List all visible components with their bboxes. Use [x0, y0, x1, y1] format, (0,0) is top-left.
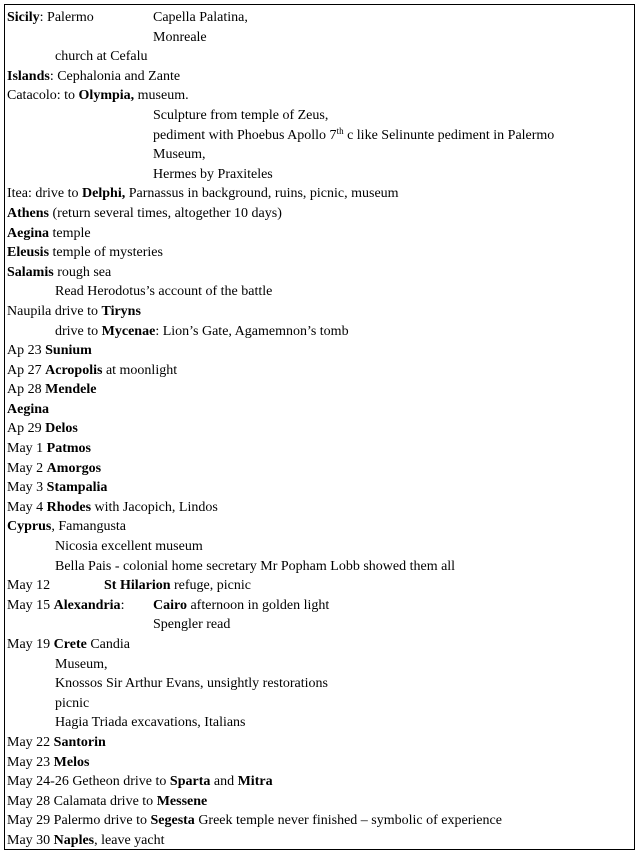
itinerary-line [7, 47, 631, 67]
line-text: Nicosia excellent museum [55, 539, 203, 555]
line-text: church at Cefalu [55, 49, 148, 65]
line-text: Read Herodotus’s account of the battle [55, 284, 273, 300]
line-segment [153, 28, 207, 48]
line-segment [7, 792, 207, 812]
itinerary-line [7, 419, 631, 439]
line-text: picnic [55, 695, 90, 711]
itinerary-text [7, 8, 631, 851]
place-name: Tiryns [101, 303, 141, 319]
line-text: May 29 Palermo drive to [7, 813, 151, 829]
itinerary-line [7, 498, 631, 518]
line-segment [153, 145, 206, 165]
line-segment [55, 322, 349, 342]
line-segment [7, 498, 218, 518]
itinerary-line [7, 772, 631, 792]
itinerary-line [7, 243, 631, 263]
line-text: Monreale [153, 29, 207, 45]
line-text: Sculpture from temple of Zeus, [153, 107, 329, 123]
line-segment [7, 184, 399, 204]
line-text: Bella Pais - colonial home secretary Mr Popham Lobb showed them all [55, 558, 456, 574]
place-name: Naples [53, 832, 95, 848]
line-text: Parnassus in background, ruins, picnic, museum [125, 186, 399, 202]
line-text: Museum, [153, 147, 206, 163]
line-segment [55, 694, 89, 714]
itinerary-line [7, 184, 631, 204]
place-name: Sparta [169, 774, 211, 790]
line-text: May 4 [7, 499, 47, 515]
line-segment [153, 615, 230, 635]
itinerary-line [7, 831, 631, 851]
line-segment [7, 596, 124, 616]
itinerary-line [7, 557, 631, 577]
line-text: with Jacopich, Lindos [91, 499, 218, 515]
line-text: May 24-26 Getheon drive to [7, 774, 170, 790]
line-text: (return several times, altogether 10 days) [49, 205, 282, 221]
itinerary-line [7, 86, 631, 106]
place-name: Athens [7, 205, 50, 221]
itinerary-line [7, 106, 631, 126]
place-name: St Hilarion [104, 578, 171, 594]
line-text: afternoon in golden light [186, 597, 330, 613]
itinerary-line [7, 792, 631, 812]
line-text: May 30 [7, 832, 54, 848]
line-segment [153, 8, 248, 28]
place-name: Aegina [7, 225, 49, 241]
line-segment [55, 655, 108, 675]
itinerary-line [7, 361, 631, 381]
line-segment [7, 302, 141, 322]
line-text: : Palermo [39, 10, 94, 25]
itinerary-line [7, 263, 631, 283]
line-text: Naupila drive to [7, 303, 102, 319]
place-name: Mendele [45, 382, 97, 398]
itinerary-line [7, 322, 631, 342]
place-name: Mycenae [101, 323, 156, 339]
place-name: Olympia, [78, 88, 135, 104]
place-name: Messene [156, 793, 208, 809]
itinerary-line [7, 67, 631, 87]
itinerary-line [7, 400, 631, 420]
line-segment [104, 576, 251, 596]
line-text: Hermes by Praxiteles [153, 166, 273, 182]
line-text: Greek temple never finished – symbolic of experience [194, 813, 502, 829]
itinerary-line [7, 28, 631, 48]
line-text: May 28 Calamata drive to [7, 793, 157, 809]
line-text: May 2 [7, 460, 47, 476]
itinerary-line [7, 478, 631, 498]
line-text: May 3 [7, 480, 47, 496]
place-name: Cyprus [7, 519, 52, 535]
line-text: May 12 [7, 578, 51, 594]
place-name: Delos [45, 421, 78, 437]
line-segment [55, 674, 328, 694]
place-name: Eleusis [7, 245, 50, 261]
line-segment [7, 67, 180, 87]
itinerary-line [7, 694, 631, 714]
line-segment [7, 459, 101, 479]
itinerary-line [7, 576, 631, 596]
line-text: : Lion’s Gate, Agamemnon’s tomb [155, 323, 349, 339]
line-segment [55, 557, 455, 577]
place-name: Rhodes [46, 499, 92, 515]
line-text: : Cephalonia and Zante [49, 68, 181, 84]
place-name: Salamis [7, 264, 54, 280]
itinerary-line [7, 811, 631, 831]
line-text: c like Selinunte pediment in Palermo [343, 127, 555, 143]
line-segment [7, 811, 502, 831]
line-segment [55, 537, 203, 557]
line-text: refuge, picnic [170, 578, 251, 594]
line-text: drive to [55, 323, 102, 339]
line-segment [7, 576, 50, 596]
line-text: May 15 [7, 597, 54, 613]
itinerary-line [7, 204, 631, 224]
itinerary-line [7, 517, 631, 537]
line-segment [7, 517, 126, 537]
place-name: Mitra [237, 774, 273, 790]
itinerary-line [7, 126, 631, 146]
line-segment [7, 204, 282, 224]
itinerary-line [7, 8, 631, 28]
line-text: May 1 [7, 441, 47, 457]
line-segment [7, 361, 177, 381]
itinerary-line [7, 674, 631, 694]
line-segment [7, 733, 106, 753]
line-segment [7, 380, 96, 400]
place-name: Delphi, [82, 186, 126, 202]
line-text: Catacolo: to [7, 88, 79, 104]
place-name: Melos [53, 754, 90, 770]
line-text: May 23 [7, 754, 54, 770]
itinerary-line [7, 713, 631, 733]
line-segment [55, 713, 246, 733]
itinerary-line [7, 596, 631, 616]
place-name: Patmos [46, 441, 91, 457]
place-name: Cairo [153, 597, 187, 613]
place-name: Crete [53, 637, 87, 652]
place-name: Sicily [7, 10, 40, 25]
line-segment [153, 596, 329, 616]
line-text: Candia [86, 637, 130, 652]
line-segment [7, 439, 91, 459]
line-segment [7, 831, 164, 851]
itinerary-line [7, 439, 631, 459]
place-name: Aegina [7, 401, 49, 417]
line-text: May 19 [7, 637, 54, 652]
line-segment [7, 419, 78, 439]
place-name: Segesta [150, 813, 195, 829]
itinerary-line [7, 302, 631, 322]
place-name: Amorgos [46, 460, 102, 476]
itinerary-line [7, 635, 631, 655]
itinerary-line [7, 459, 631, 479]
line-text: Itea: drive to [7, 186, 83, 202]
line-segment [153, 126, 554, 146]
line-segment [7, 753, 89, 773]
itinerary-line [7, 341, 631, 361]
place-name: Alexandria [53, 597, 121, 613]
line-segment [7, 263, 111, 283]
itinerary-line [7, 537, 631, 557]
line-segment [153, 165, 273, 185]
line-text: , Famangusta [51, 519, 127, 535]
line-text: at moonlight [102, 362, 178, 378]
line-text: May 22 [7, 734, 54, 750]
line-segment [7, 86, 189, 106]
line-text: museum. [134, 88, 189, 104]
itinerary-line [7, 615, 631, 635]
line-text: Knossos Sir Arthur Evans, unsightly restorations [55, 676, 328, 692]
place-name: Sunium [45, 343, 92, 359]
line-text: , leave yacht [94, 832, 165, 848]
line-text: Museum, [55, 656, 108, 672]
line-segment [7, 772, 273, 792]
line-text: rough sea [53, 264, 112, 280]
line-segment [55, 282, 272, 302]
line-text: Ap 27 [7, 362, 46, 378]
line-segment [7, 400, 49, 420]
line-text: Hagia Triada excavations, Italians [55, 715, 246, 731]
place-name: Islands [7, 68, 50, 84]
line-text: pediment with Phoebus Apollo 7 [153, 127, 337, 143]
line-text: Ap 29 [7, 421, 46, 437]
line-text: Spengler read [153, 617, 231, 633]
line-segment [7, 341, 92, 361]
line-text: temple [49, 225, 91, 241]
line-segment [153, 106, 328, 126]
place-name: Acropolis [45, 362, 103, 378]
itinerary-line [7, 380, 631, 400]
itinerary-line [7, 733, 631, 753]
itinerary-line [7, 165, 631, 185]
line-segment [55, 47, 148, 67]
line-segment [7, 224, 91, 244]
itinerary-line [7, 224, 631, 244]
itinerary-line [7, 655, 631, 675]
line-segment [7, 243, 163, 263]
itinerary-line [7, 282, 631, 302]
line-segment [7, 635, 130, 655]
line-segment [7, 478, 107, 498]
line-text: Ap 23 [7, 343, 46, 359]
line-segment [7, 8, 94, 28]
line-text: and [210, 774, 238, 790]
line-text: Capella Palatina, [153, 10, 248, 25]
place-name: Stampalia [46, 480, 108, 496]
itinerary-line [7, 753, 631, 773]
line-text: th [336, 125, 344, 136]
itinerary-line [7, 145, 631, 165]
place-name: Santorin [53, 734, 106, 750]
line-text: Ap 28 [7, 382, 46, 398]
line-text: temple of mysteries [49, 245, 163, 261]
line-text: : [120, 597, 125, 613]
